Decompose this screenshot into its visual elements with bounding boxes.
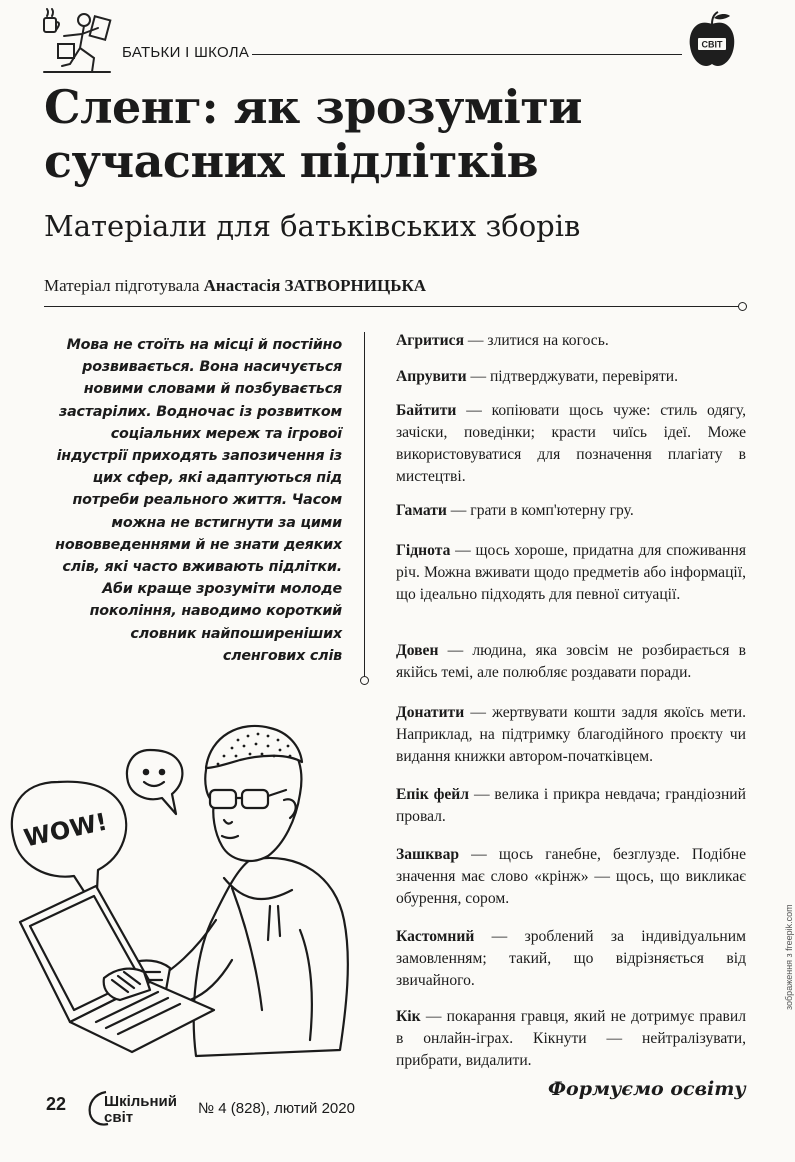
glossary-definition: — щось хороше, придатна для споживання річ. Можна вживати щодо предметів або інформації, що ідеально підходять для певної ситуації. xyxy=(396,542,746,603)
glossary-term: Гіднота xyxy=(396,542,451,559)
glossary-entry xyxy=(396,926,746,992)
byline-author: Анастасія ЗАТВОРНИЦЬКА xyxy=(203,276,427,295)
footer-brand-line2: світ xyxy=(104,1109,134,1126)
smiley-bubble-icon xyxy=(127,750,182,814)
byline-prefix: Матеріал підготувала xyxy=(44,276,200,295)
glossary-definition: — щось ганебне, безглузде. Подібне значення має слово «крінж» — щось, що викликає обурення, сором. xyxy=(396,846,746,907)
divider-end-dot xyxy=(738,302,747,311)
glossary-definition: — зроблений за індивідуальним замовленням; такий, що відрізняється від звичайного. xyxy=(396,928,746,989)
lead-paragraph: Мова не стоїть на місці й постійно розвивається. Вона насичується новими словами й позбувається застарілих. Водночас із розвитком соціальних мереж та ігрової індустрії приходять запозичення із цих сфер, які адаптуються під потреби реального життя. Часом можна не встигнути за цими нововведеннями й не знати деяких слів, які часто вживають підлітки. Аби краще зрозуміти молоде покоління, наводимо короткий словник найпоширеніших сленгових слів xyxy=(55,337,342,664)
glossary-entry xyxy=(396,640,746,684)
glossary-term: Апрувити xyxy=(396,368,467,385)
glossary-definition: — підтверджувати, перевіряти. xyxy=(466,368,679,385)
glossary-entry xyxy=(396,540,746,606)
glossary-definition: — жертвувати кошти задля якоїсь мети. Наприклад, на підтримку благодійного проєкту чи видання книжки автором-початківцем. xyxy=(396,704,746,765)
glossary-entry xyxy=(396,702,746,768)
image-credit: зображення з freepik.com xyxy=(784,904,794,1010)
reading-figure-logo-icon xyxy=(40,6,118,76)
wow-bubble-text: WOW! xyxy=(21,807,110,853)
glossary-entry xyxy=(396,330,746,352)
glossary-term: Донатити xyxy=(396,704,465,721)
glossary-term: Кік xyxy=(396,1008,421,1025)
footer-slogan: Формуємо освіту xyxy=(548,1078,746,1100)
glossary-term: Довен xyxy=(396,642,439,659)
article-title: Сленг: як зрозуміти сучасних підлітків xyxy=(44,80,582,188)
glossary-definition: — копіювати щось чуже: стиль одягу, зачіски, поведінки; красти чиїсь ідеї. Може використовуватися для позначення плагіату в мистецтві. xyxy=(396,402,746,485)
header-divider xyxy=(252,54,682,55)
apple-badge-text: СВІТ xyxy=(701,39,723,50)
teen-with-laptop-illustration xyxy=(0,710,380,1090)
issue-info: № 4 (828), лютий 2020 xyxy=(198,1100,355,1117)
byline xyxy=(44,276,426,296)
apple-badge-icon xyxy=(686,10,738,70)
column-divider-dot xyxy=(360,676,369,685)
glossary-term: Зашквар xyxy=(396,846,460,863)
glossary-definition: — злитися на когось. xyxy=(464,332,609,349)
byline-divider xyxy=(44,306,740,307)
glossary-entry xyxy=(396,1006,746,1072)
glossary-entry xyxy=(396,366,746,388)
footer-brand xyxy=(104,1094,177,1126)
glossary-entry xyxy=(396,500,746,522)
glossary-definition: — покарання гравця, який не дотримує правил в онлайн-іграх. Кікнути — нейтралізувати, прибрати, видалити. xyxy=(396,1008,746,1069)
glossary-term: Агритися xyxy=(396,332,465,349)
footer-brand-line1: Шкільний xyxy=(104,1093,178,1110)
glossary-term: Кастомний xyxy=(396,928,475,945)
glossary-entry xyxy=(396,400,746,488)
glossary-definition: — людина, яка зовсім не розбирається в якійсь темі, але полюбляє роздавати поради. xyxy=(396,642,746,681)
page-number: 22 xyxy=(46,1094,67,1114)
glossary-definition: — велика і прикра невдача; грандіозний провал. xyxy=(396,786,746,825)
article-subtitle: Матеріали для батьківських зборів xyxy=(44,209,581,243)
section-label: БАТЬКИ І ШКОЛА xyxy=(122,44,250,61)
column-divider xyxy=(364,332,365,680)
glossary-term: Епік фейл xyxy=(396,786,470,803)
glossary-entry xyxy=(396,844,746,910)
glossary-definition: — грати в комп'ютерну гру. xyxy=(446,502,634,519)
glossary-term: Байтити xyxy=(396,402,457,419)
glossary-entry xyxy=(396,784,746,828)
glossary-term: Гамати xyxy=(396,502,447,519)
